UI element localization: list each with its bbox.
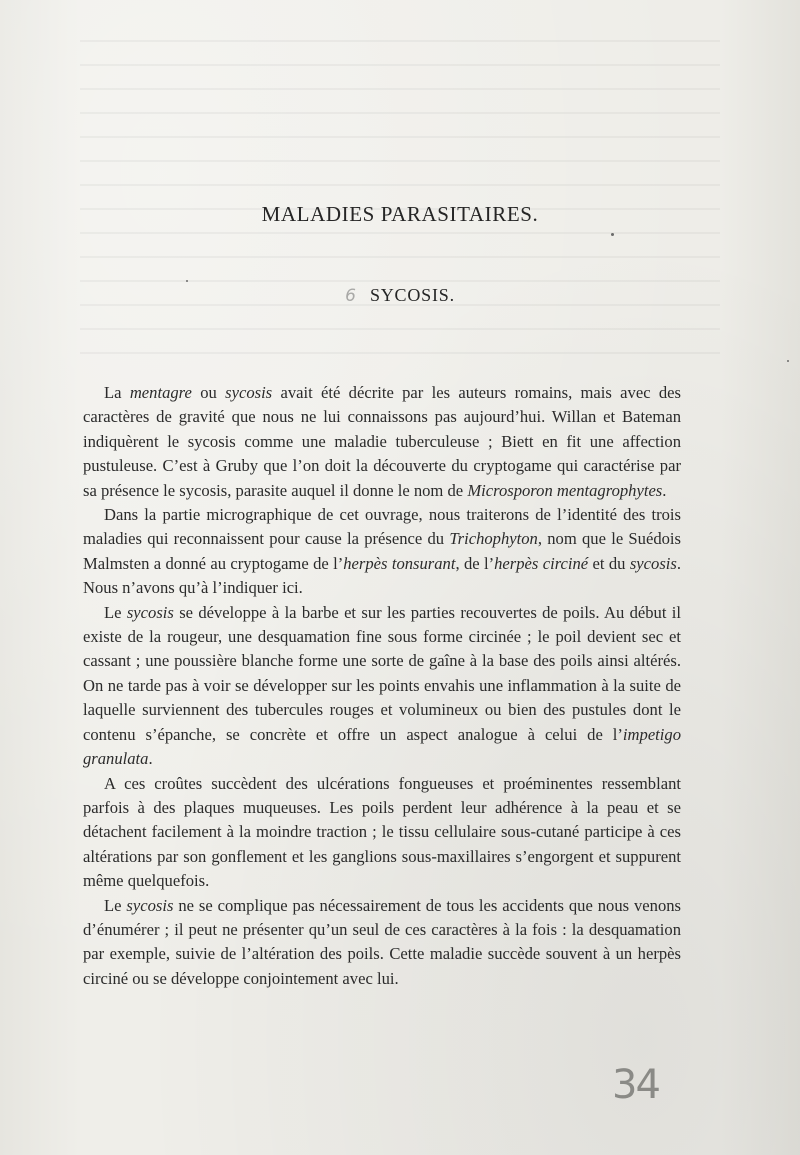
paragraph bbox=[83, 381, 681, 503]
text-run: se développe à la barbe et sur les parties recouvertes de poils. Au début il existe de la rougeur, une desquamation fine sous forme circinée ; le poil devient sec et cassant ; une poussière blanche forme une sorte de gaîne à la base des poils ainsi altérés. On ne tarde pas à voir se développer sur les points envahis une inflammation à la suite de laquelle surviennent des tubercules rouges et volumineux ou bien des pustules dont le contenu s’épanche, se concrète et offre un aspect analogue à celui de l’ bbox=[83, 602, 681, 744]
paragraph bbox=[83, 894, 681, 992]
dust-speck bbox=[787, 360, 789, 362]
text-run: et du bbox=[588, 553, 630, 573]
text-run: avait été décrite par les auteurs romains, mais avec des caractères de gravité que nous ne lui connaissons pas aujourd’hui. Willan et Bateman indiquèrent le sycosis comme une maladie tuberculeuse ; Biett en fit une affection pustuleuse. C’est à Gruby que l’on doit la découverte du cryptogame qui caractérise par sa présence le sycosis, parasite auquel il donne le nom de bbox=[83, 383, 682, 500]
italic-term: mentagre bbox=[129, 383, 192, 402]
body-text bbox=[83, 381, 681, 991]
italic-term: herpès circiné bbox=[494, 553, 589, 573]
italic-term: Microsporon mentagrophytes bbox=[467, 480, 663, 500]
text-run: , de l’ bbox=[455, 553, 495, 573]
text-run: ne se complique pas nécessairement de tous les accidents que nous venons d’énumérer ; il peut ne présenter qu’un seul de ces caractères à la fois : la desquamation par exemple, suivie de l’altération des poils. Cette maladie succède souvent à un herpès circiné ou se développe conjointement avec lui. bbox=[83, 895, 681, 988]
chapter-title: SYCOSIS. bbox=[369, 285, 455, 305]
text-run: . bbox=[148, 749, 153, 769]
paragraph bbox=[83, 503, 681, 601]
paragraph bbox=[83, 772, 681, 894]
text-run: Dans la partie micrographique de cet ouvrage, nous traiterons de l’identité des trois maladies qui reconnaissent pour cause la présence du bbox=[83, 505, 681, 549]
italic-term: impetigo granulata bbox=[83, 724, 681, 769]
section-heading: MALADIES PARASITAIRES. bbox=[261, 202, 539, 226]
dust-speck bbox=[186, 280, 188, 282]
dust-speck bbox=[611, 233, 614, 236]
italic-term: sycosis bbox=[126, 602, 174, 622]
chapter-heading bbox=[0, 285, 800, 306]
text-run: A ces croûtes succèdent des ulcérations fongueuses et proéminentes ressemblant parfois à des plaques muqueuses. Les poils perdent leur adhérence à la peau et se détachent facilement à la moindre traction ; le tissu cellulaire sous-cutané participe à ces altérations par son gonflement et les ganglions sous-maxillaires s’engorgent et suppurent même quelquefois. bbox=[83, 773, 681, 891]
italic-term: Trichophyton bbox=[449, 529, 538, 549]
text-run: La bbox=[104, 383, 130, 402]
text-run: ou bbox=[191, 383, 226, 402]
page-folio-number: 34 bbox=[612, 1062, 659, 1108]
paragraph bbox=[83, 601, 681, 772]
text-run: . Nous n’avons qu’à l’indiquer ici. bbox=[83, 553, 682, 598]
text-run: . bbox=[662, 480, 667, 500]
text-run: Le bbox=[104, 895, 127, 915]
text-run: Le bbox=[104, 602, 127, 622]
italic-term: sycosis bbox=[126, 895, 174, 915]
text-run: , nom que le Suédois Malmsten a donné au cryptogame de l’ bbox=[83, 529, 681, 573]
pencil-annotation-number: 6 bbox=[345, 286, 356, 306]
italic-term: herpès tonsurant bbox=[343, 553, 456, 573]
italic-term: sycosis bbox=[225, 383, 273, 402]
italic-term: sycosis bbox=[629, 553, 677, 573]
